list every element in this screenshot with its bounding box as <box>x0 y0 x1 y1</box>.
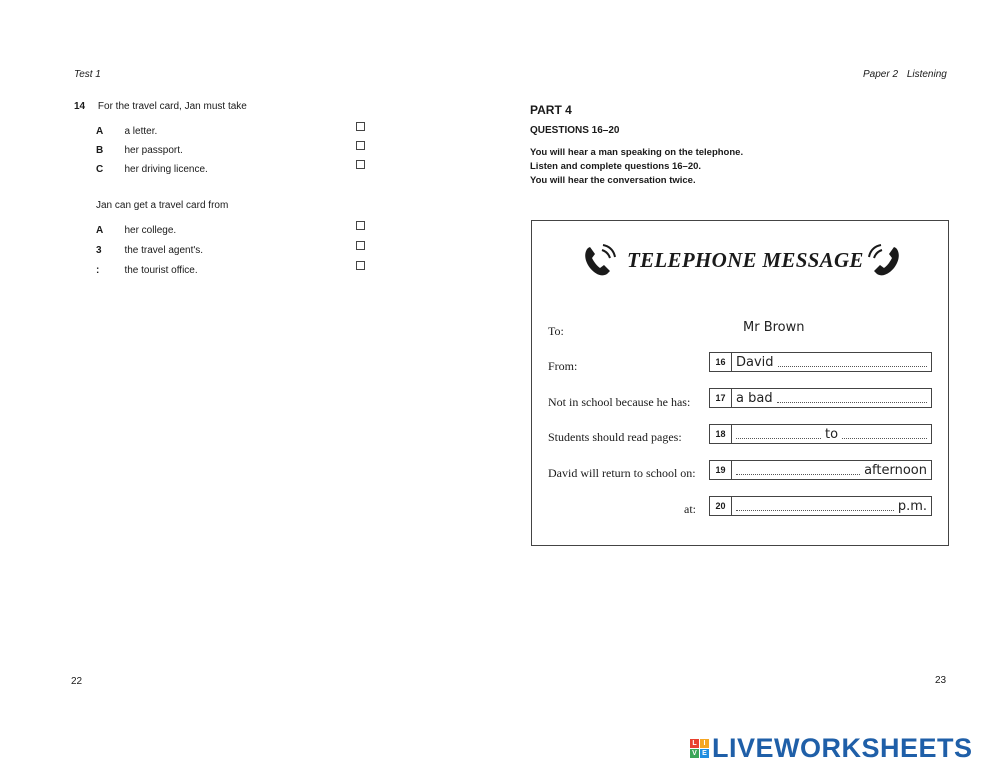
option-letter: A <box>96 225 104 236</box>
instruction-line: You will hear the conversation twice. <box>530 175 696 186</box>
phone-icon-right <box>866 244 902 278</box>
answer-blank-18b[interactable] <box>842 429 927 439</box>
answer-prefix-16: David <box>736 354 774 370</box>
to-value: Mr Brown <box>743 320 805 335</box>
questions-range: QUESTIONS 16–20 <box>530 125 620 136</box>
answer-blank-18a[interactable] <box>736 429 821 439</box>
section-label: Listening <box>906 69 947 80</box>
question-number-16: 16 <box>710 353 732 371</box>
paper-label: Paper 2 <box>863 69 899 80</box>
option-text: the travel agent's. <box>124 245 204 256</box>
question-number-18: 18 <box>710 425 732 443</box>
row-label-reason: Not in school because he has: <box>548 395 691 409</box>
question-15-text: Jan can get a travel card from <box>96 200 229 211</box>
logo-letter-l: L <box>690 739 699 748</box>
option-letter: C <box>96 164 104 175</box>
question-number-20: 20 <box>710 497 732 515</box>
answer-suffix-19: afternoon <box>864 462 927 478</box>
option-letter: A <box>96 126 104 137</box>
row-label-at: at: <box>684 502 696 516</box>
logo-letter-i: I <box>700 739 709 748</box>
q15-option-b-checkbox[interactable] <box>356 241 365 250</box>
question-number-17: 17 <box>710 389 732 407</box>
answer-suffix-20: p.m. <box>897 498 927 514</box>
q14-option-a <box>96 121 157 139</box>
answer-box-19[interactable] <box>709 460 932 480</box>
answer-box-16[interactable] <box>709 352 932 372</box>
answer-box-17[interactable] <box>709 388 932 408</box>
right-page-number: 23 <box>935 675 947 686</box>
q14-option-b-checkbox[interactable] <box>356 141 365 150</box>
question-number-19: 19 <box>710 461 732 479</box>
right-page-header <box>863 69 947 80</box>
logo-text: LIVEWORKSHEETS <box>712 733 973 763</box>
q15-option-a <box>96 220 176 238</box>
q14-option-a-checkbox[interactable] <box>356 122 365 131</box>
option-letter: : <box>96 265 100 276</box>
answer-prefix-17: a bad <box>736 390 773 406</box>
instruction-line: You will hear a man speaking on the telephone. <box>530 147 744 158</box>
row-label-return: David will return to school on: <box>548 466 696 480</box>
answer-middle-18: to <box>824 426 839 442</box>
option-text: the tourist office. <box>124 265 198 276</box>
phone-icon <box>582 244 618 278</box>
row-label-from: From: <box>548 359 578 373</box>
answer-blank-17[interactable] <box>777 393 927 403</box>
liveworksheets-logo[interactable] <box>690 733 973 764</box>
left-page-header: Test 1 <box>74 69 101 80</box>
answer-blank-16[interactable] <box>778 357 927 367</box>
option-letter: B <box>96 145 104 156</box>
option-text: a letter. <box>124 126 158 137</box>
q15-option-b <box>96 240 203 258</box>
answer-box-18[interactable] <box>709 424 932 444</box>
question-text: For the travel card, Jan must take <box>97 101 247 112</box>
answer-box-20[interactable] <box>709 496 932 516</box>
q15-option-a-checkbox[interactable] <box>356 221 365 230</box>
option-letter: 3 <box>96 245 102 256</box>
q14-option-b <box>96 140 183 158</box>
q14-option-c-checkbox[interactable] <box>356 160 365 169</box>
instruction-line: Listen and complete questions 16–20. <box>530 161 702 172</box>
row-label-pages: Students should read pages: <box>548 430 682 444</box>
message-title: TELEPHONE MESSAGE <box>627 248 864 272</box>
option-text: her passport. <box>124 145 183 156</box>
question-14 <box>74 101 247 112</box>
q15-option-c-checkbox[interactable] <box>356 261 365 270</box>
answer-blank-19[interactable] <box>736 465 860 475</box>
part-title: PART 4 <box>530 103 572 117</box>
q15-option-c <box>96 260 198 278</box>
logo-letter-v: V <box>690 749 699 758</box>
instructions <box>530 146 743 188</box>
to-label: To: <box>548 324 564 338</box>
logo-mark <box>690 739 709 758</box>
option-text: her college. <box>124 225 177 236</box>
question-number: 14 <box>74 101 86 112</box>
logo-letter-e: E <box>700 749 709 758</box>
answer-blank-20[interactable] <box>736 501 894 511</box>
left-page-number: 22 <box>71 676 83 687</box>
option-text: her driving licence. <box>124 164 208 175</box>
q14-option-c <box>96 159 208 177</box>
